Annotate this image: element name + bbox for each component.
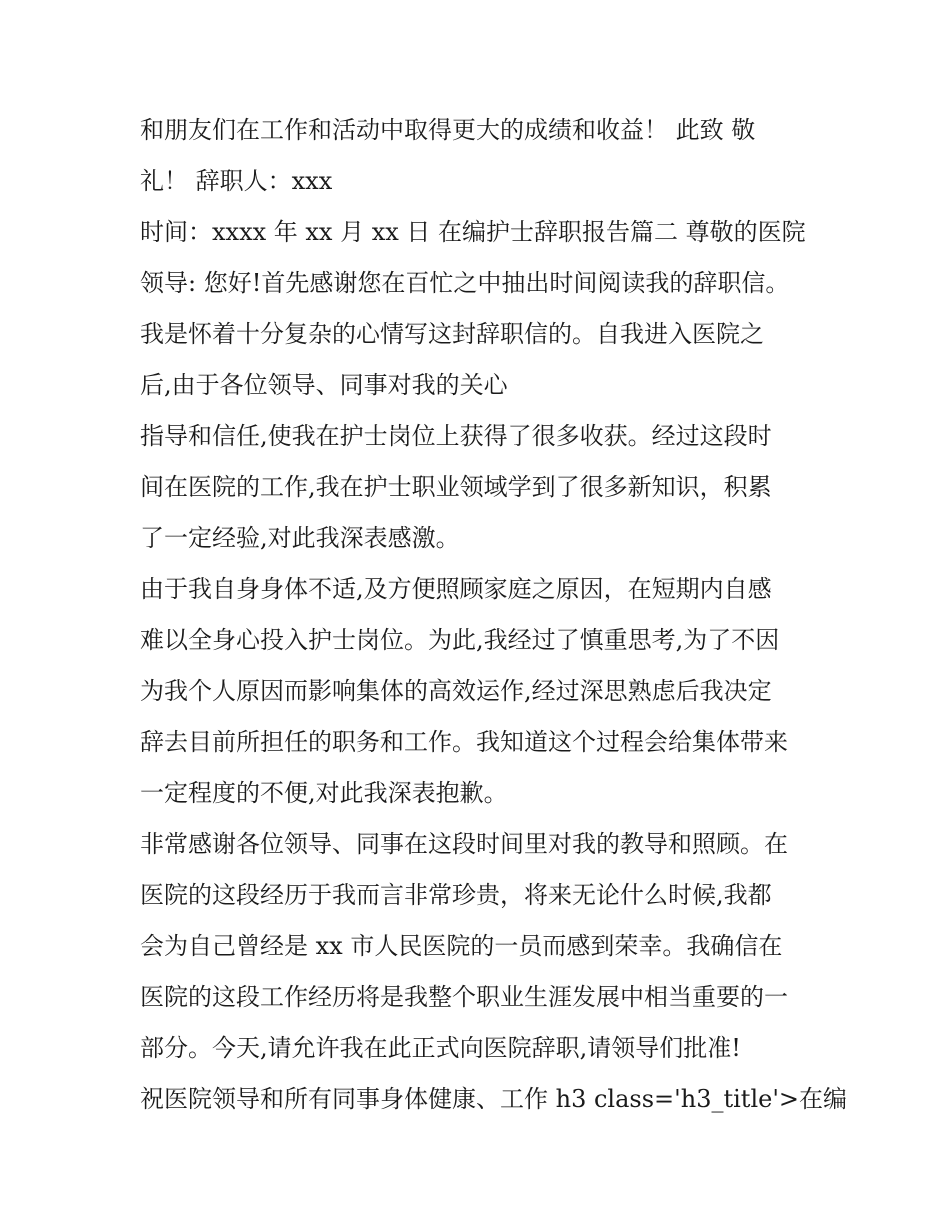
text-line: 为我个人原因而影响集体的高效运作,经过深思熟虑后我决定 [140, 677, 772, 705]
text-line: 部分。今天,请允许我在此正式向医院辞职,请领导们批准! [140, 1034, 741, 1062]
text-line: 我是怀着十分复杂的心情写这封辞职信的。自我进入医院之 [140, 320, 764, 348]
text-line: 非常感谢各位领导、同事在这段时间里对我的教导和照顾。在 [140, 830, 788, 858]
text-line: 医院的这段经历于我而言非常珍贵，将来无论什么时候,我都 [140, 881, 772, 909]
text-line: 领导: 您好!首先感谢您在百忙之中抽出时间阅读我的辞职信。 [140, 269, 790, 297]
text-line: 指导和信任,使我在护士岗位上获得了很多收获。经过这段时 [140, 422, 772, 450]
text-line: 间在医院的工作,我在护士职业领域学到了很多新知识，积累 [140, 473, 772, 501]
text-line: 医院的这段工作经历将是我整个职业生涯发展中相当重要的一 [140, 983, 788, 1011]
text-line: 由于我自身身体不适,及方便照顾家庭之原因，在短期内自感 [140, 575, 772, 603]
text-line: 了一定经验,对此我深表感激。 [140, 524, 460, 552]
text-line: 辞去目前所担任的职务和工作。我知道这个过程会给集体带来 [140, 728, 788, 756]
text-line: 时间：xxxx 年 xx 月 xx 日 在编护士辞职报告篇二 尊敬的医院 [140, 218, 806, 246]
text-line: 祝医院领导和所有同事身体健康、工作 h3 class='h3_title'>在编 [140, 1085, 848, 1113]
text-line: 难以全身心投入护士岗位。为此,我经过了慎重思考,为了不因 [140, 626, 780, 654]
text-line: 礼！ 辞职人：xxx [140, 167, 333, 195]
text-line: 一定程度的不便,对此我深表抱歉。 [140, 779, 508, 807]
text-line: 后,由于各位领导、同事对我的关心 [140, 371, 508, 399]
text-line: 和朋友们在工作和活动中取得更大的成绩和收益！ 此致 敬 [140, 116, 756, 144]
text-line: 会为自己曾经是 xx 市人民医院的一员而感到荣幸。我确信在 [140, 932, 783, 960]
